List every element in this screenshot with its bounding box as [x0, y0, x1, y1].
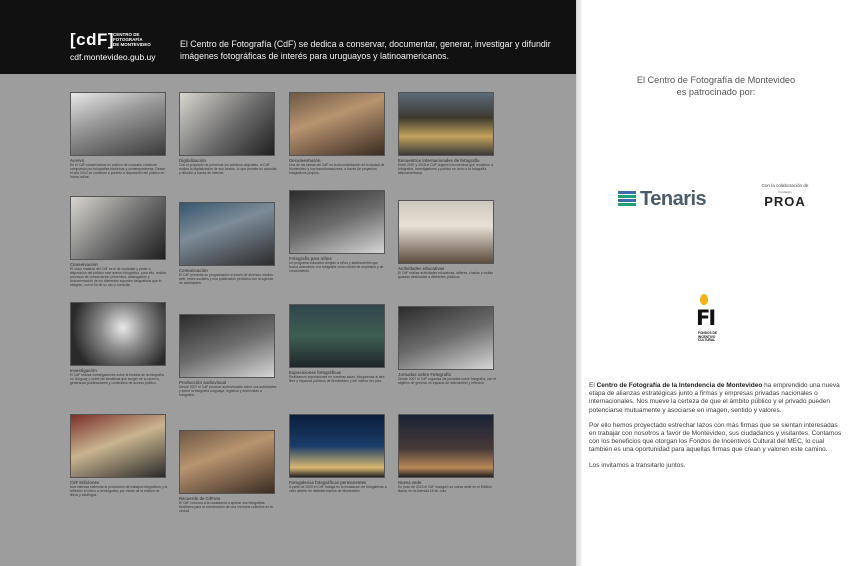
p1-pre: El: [589, 382, 597, 389]
grid-item: [70, 92, 168, 179]
caption-title: CdF Ediciones: [70, 480, 100, 485]
body-paragraph-2: Por ello hemos proyectado estrechar lazos con más firmas que se sientan interesadas en trabajar con nosotros a favor de Montevideo, sus ciudadanos y visitantes. Contamos con los beneficios que otorgan los Fondos de Incentivos Cultural del MEC, lo cual también es una oportunidad para aquellas firmas que crean y valoren este camino.: [589, 421, 842, 454]
photo-conservacion: [70, 196, 166, 260]
tenaris-logo: [618, 186, 728, 214]
fi-label-line: CULTURAL: [698, 338, 716, 343]
photo-ediciones: [70, 414, 166, 478]
photo-educativas: [398, 200, 494, 264]
photo-audiovisual: [179, 314, 275, 378]
fi-label-line: INCENTIVO: [698, 334, 716, 339]
caption-title: Encuentros internacionales de fotografía: [398, 158, 480, 163]
fi-label: [698, 332, 717, 343]
body-paragraph-3: Los invitamos a transitarlo juntos.: [589, 461, 686, 469]
caption-text: Desde 2007 el CdF organiza las jornadas sobre fotografía, con el objetivo de generar un espacio de intercambio y reflexión.: [398, 377, 497, 386]
p1-rest: ha emprendido una nueva etapa de alianzas estratégicas junto a firmas y empresas privadas nacionales o internacionales. Nos mueve la certeza de que el ámbito público y el privado pueden potenciarse mutuamente y asociarse en imagen, sentido y valores.: [589, 382, 840, 414]
photo-acervo: [70, 92, 166, 156]
caption-title: Investigación: [70, 368, 97, 373]
grid-item: [179, 430, 277, 513]
grid-item: [70, 196, 168, 287]
photo-comunicacion: [179, 202, 275, 266]
logo-line: CENTRO DE: [113, 32, 140, 37]
tenaris-wordmark: Tenaris: [640, 188, 707, 210]
caption-title: Acervo: [70, 158, 85, 163]
intro-text: El Centro de Fotografía (CdF) se dedica a conservar, documentar, generar, investigar y difundir imágenes fotográficas de interés para uruguayos y latinoamericanos.: [180, 39, 551, 61]
caption-text: El CdF realiza investigaciones sobre la historia de la fotografía en Uruguay y sobre las temáticas que surgen de su acervo, generando publicaciones y contenidos de acceso público.: [70, 373, 164, 386]
caption-title: Producción audiovisual: [179, 380, 227, 385]
caption-title: Actividades educativas: [398, 266, 445, 271]
tenaris-mark-icon: [618, 191, 636, 207]
right-page: [582, 0, 850, 566]
caption-title: Jornadas sobre Fotografía: [398, 372, 451, 377]
caption-text: Nos interesa estimular la producción de trabajos fotográficos y la reflexión en torno a la fotografía, por medio de la edición de libros y catálogos.: [70, 485, 168, 498]
proa-collab-text: Con la colaboración de: [761, 183, 809, 188]
photo-nueva-sede: [398, 414, 494, 478]
caption-text: El único material del CdF es el de custodiar y poner a disposición del público este acervo fotográfico, para ello, realiza procesos de conservación preventiva, catalogación y documentación de los diferentes soportes fotográficos que lo integran, con el fin de su uso y consulta.: [70, 267, 166, 288]
caption-text: Con el propósito de preservar los archivos originales, el CdF realiza la digitalización de sus fondos, lo que permite su consulta y difusión a través de internet.: [179, 163, 277, 176]
caption-text: El CdF presenta su programación a través de diversos medios: web, redes sociales y una publicación periódica con la agenda de actividades.: [179, 273, 274, 286]
caption-title: Conservación: [70, 262, 98, 267]
photo-grid: [70, 92, 500, 562]
grid-item: [179, 92, 277, 175]
photo-documentacion: [289, 92, 385, 156]
photo-digitalizacion: [179, 92, 275, 156]
caption-title: Nueva sede: [398, 480, 422, 485]
sponsor-heading: [582, 74, 850, 98]
fondos-incentivo-logo: [695, 294, 725, 350]
caption-text: En junio de 2015 el CdF inauguró su nueva sede en el Edificio Bazar, en la Avenida 18 de Julio.: [398, 485, 492, 494]
caption-title: Comunicación: [179, 268, 208, 273]
caption-text: Desde 2007 el CdF produce audiovisuales sobre sus actividades y sobre la fotografía uruguaya, registros y entrevistas a fotógrafos.: [179, 385, 277, 398]
proa-logo: [750, 183, 820, 215]
grid-item: [398, 414, 496, 493]
grid-item: [398, 306, 496, 385]
flame-icon: [700, 294, 708, 305]
photo-exposiciones: [289, 304, 385, 368]
grid-item: [398, 200, 496, 279]
grid-item: [398, 92, 496, 175]
caption-title: Fotografía para niños: [289, 256, 332, 261]
header-bar: [0, 0, 576, 74]
sponsor-body: [589, 382, 843, 477]
grid-item: [289, 92, 387, 175]
grid-item: [289, 190, 387, 273]
caption-text: En el CdF conservamos un archivo de consumo creciente, compuesto por fotografías históricas y contemporáneas. Desde el año 2012 se comenzó a ponerlo a disposición del público en forma online.: [70, 163, 166, 180]
photo-fotogalerias: [289, 414, 385, 478]
caption-text: Realizamos exposiciones en nuestras salas, fotogalerías al aire libre y espacios públicos de Montevideo y del interior del país.: [289, 375, 385, 384]
website-url: cdf.montevideo.gub.uy: [70, 52, 156, 62]
cdf-logo: [70, 30, 180, 70]
grid-item: [289, 414, 387, 493]
grid-item: [179, 314, 277, 397]
photo-ninos: [289, 190, 385, 254]
proa-wordmark: PROA: [764, 194, 806, 209]
body-paragraph-1: [589, 382, 843, 415]
logo-text: [113, 32, 151, 47]
grid-item: [289, 304, 387, 383]
caption-title: Fotogalerías fotográficas permanentes: [289, 480, 367, 485]
caption-text: El CdF realiza actividades educativas, talleres, charlas y visitas guiadas destinadas a diferentes públicos.: [398, 271, 493, 280]
photo-investigacion: [70, 302, 166, 366]
grid-item: [70, 414, 168, 497]
caption-title: Digitalización: [179, 158, 206, 163]
photo-encuentros: [398, 92, 494, 156]
caption-text: Un programa educativo dirigido a niños y adolescentes que busca acercarlos a la fotografía como medio de expresión y de conocimiento.: [289, 261, 384, 274]
caption-text: Entre 2007 y 2015 el CdF organizó encuentros que reunieron a fotógrafos, investigadores y público en torno a la fotografía latinoamericana.: [398, 163, 494, 176]
p1-bold: Centro de Fotografía de la Intendencia de Montevideo: [596, 382, 763, 389]
logo-mark: [cdF]: [70, 30, 115, 49]
caption-text: El CdF convoca a la ciudadanía a aportar sus fotografías familiares para la construcción de una memoria colectiva de la ciudad.: [179, 501, 273, 514]
sponsor-heading-line: es patrocinado por:: [676, 87, 756, 97]
caption-title: Documentación: [289, 158, 321, 163]
proa-fundacion-text: Fundación: [778, 190, 792, 194]
caption-text: Una de las tareas del CdF es la documentación de la ciudad de Montevideo y sus transformaciones, a través de proyectos fotográficos propios.: [289, 163, 385, 176]
photo-recuerdo: [179, 430, 275, 494]
logo-line: DE MONTEVIDEO: [113, 42, 151, 47]
caption-title: Exposiciones fotográficas: [289, 370, 342, 375]
logo-line: FOTOGRAFÍA: [113, 37, 143, 42]
grid-item: [179, 202, 277, 285]
photo-jornadas: [398, 306, 494, 370]
fi-mark: FI: [696, 306, 715, 330]
grid-item: [70, 302, 168, 385]
fi-label-line: FONDOS DE: [698, 331, 717, 335]
sponsor-heading-line: El Centro de Fotografía de Montevideo: [636, 75, 796, 85]
caption-text: A partir de 2009 el CdF trabaja en la instalación de fotogalerías a cielo abierto en distintos barrios de Montevideo.: [289, 485, 387, 494]
caption-title: Recuerdo de CdFoto: [179, 496, 221, 501]
